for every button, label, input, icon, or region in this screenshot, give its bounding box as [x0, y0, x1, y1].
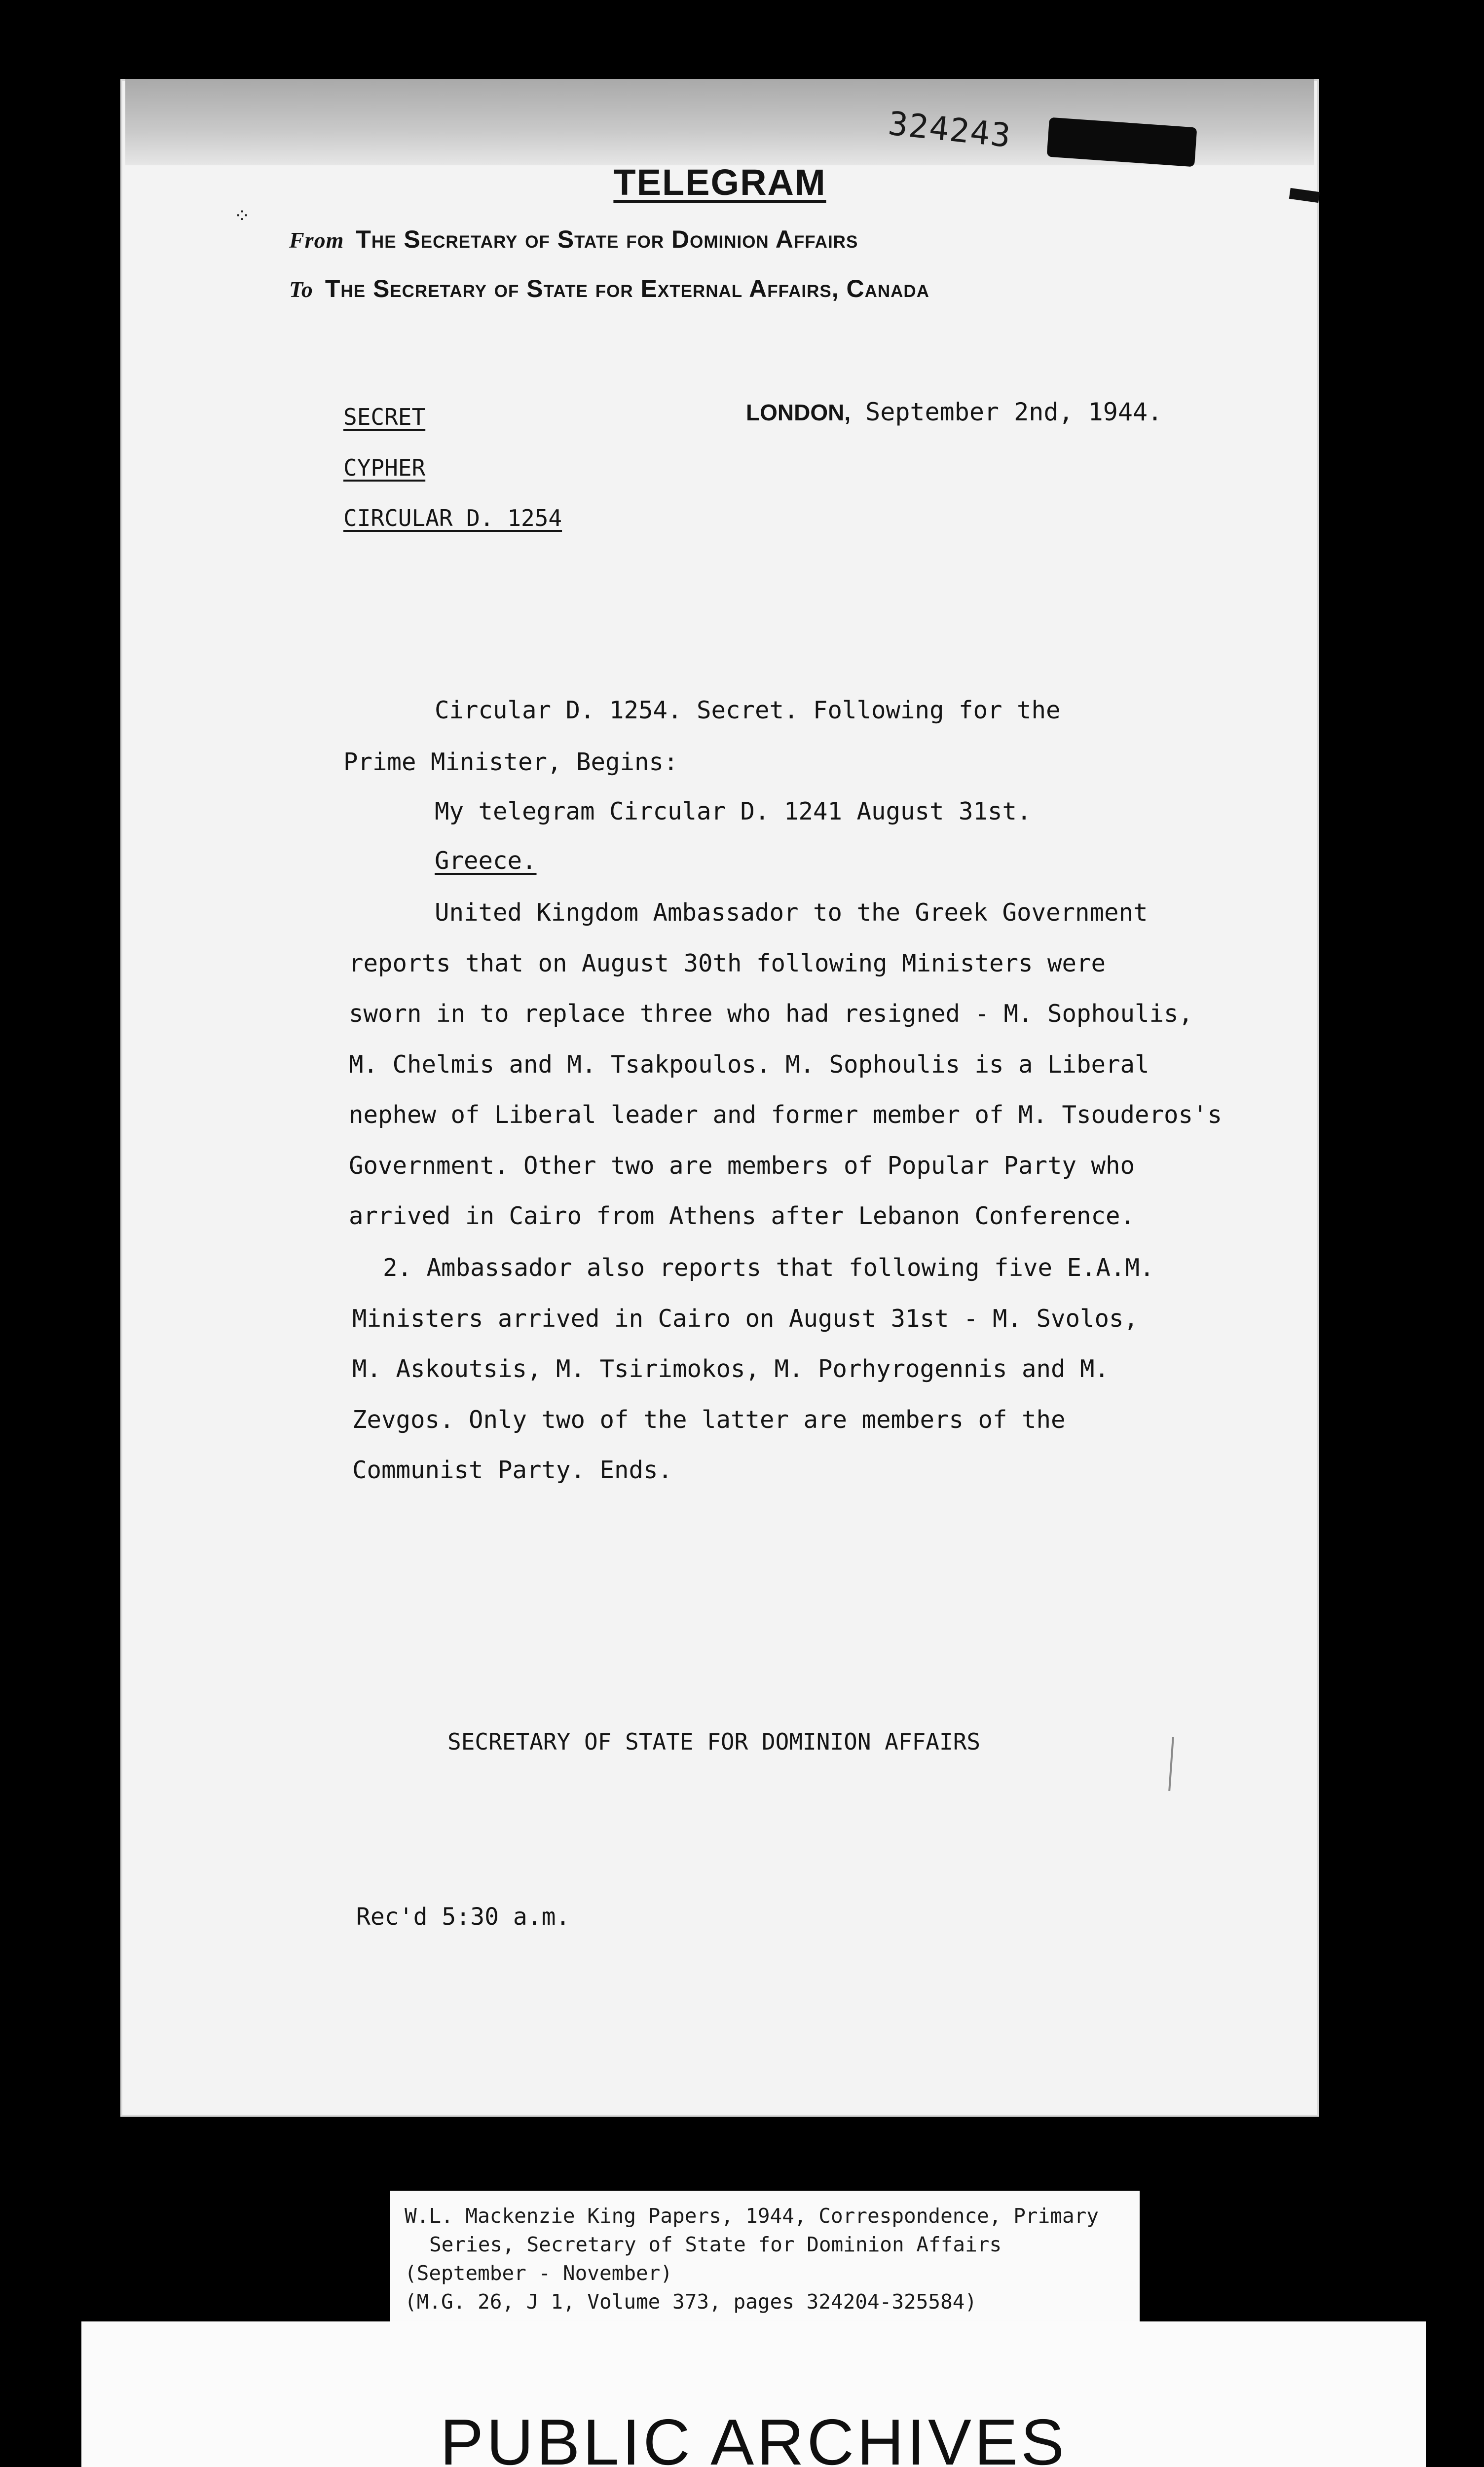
to-label: To: [289, 277, 313, 302]
body-line: United Kingdom Ambassador to the Greek Government: [435, 898, 1148, 927]
body-line: reports that on August 30th following Ministers were: [349, 949, 1106, 977]
archives-english: PUBLIC ARCHIVES: [440, 2406, 1068, 2467]
body-line: M. Askoutsis, M. Tsirimokos, M. Porhyrogennis and M.: [352, 1355, 1110, 1383]
pencil-mark: [1168, 1737, 1174, 1791]
citation-line: (M.G. 26, J 1, Volume 373, pages 324204-325584): [405, 2290, 977, 2314]
citation-line: Series, Secretary of State for Dominion Affairs: [429, 2233, 1002, 2256]
body-line: Ministers arrived in Cairo on August 31st - M. Svolos,: [352, 1305, 1139, 1333]
citation-line: (September - November): [405, 2261, 673, 2285]
from-label: From: [289, 227, 344, 253]
routing-to: [289, 271, 929, 306]
body-line: Zevgos. Only two of the latter are members of the: [352, 1406, 1066, 1434]
body-line: My telegram Circular D. 1241 August 31st.: [435, 797, 1032, 825]
citation-label: [390, 2191, 1140, 2334]
dateline-place: LONDON,: [746, 400, 851, 425]
telegram-sheet: [120, 79, 1319, 2117]
body-line: M. Chelmis and M. Tsakpoulos. M. Sophoulis is a Liberal: [349, 1050, 1150, 1079]
serial-number: 324243: [886, 104, 1013, 155]
body-line: Government. Other two are members of Popular Party who: [349, 1152, 1135, 1180]
body-line: Prime Minister, Begins:: [343, 748, 678, 776]
routing-from: [289, 222, 858, 257]
telegram-title: TELEGRAM: [613, 162, 826, 203]
body-line: Communist Party. Ends.: [352, 1456, 673, 1484]
to-value: The Secretary of State for External Affairs, Canada: [325, 275, 929, 302]
citation-line: W.L. Mackenzie King Papers, 1944, Correspondence, Primary: [405, 2204, 1099, 2228]
body-line: sworn in to replace three who had resigned - M. Sophoulis,: [349, 1000, 1193, 1028]
classification-secret: SECRET: [343, 404, 426, 430]
body-line: Circular D. 1254. Secret. Following for the: [435, 696, 1061, 724]
archives-banner: [81, 2321, 1426, 2467]
signature: SECRETARY OF STATE FOR DOMINION AFFAIRS: [447, 1728, 981, 1755]
body-line: nephew of Liberal leader and former member of M. Tsouderos's: [349, 1101, 1223, 1129]
from-value: The Secretary of State for Dominion Affairs: [356, 225, 858, 253]
ink-smudge: ⁘: [234, 205, 251, 227]
dateline: [746, 395, 1162, 429]
dateline-date: September 2nd, 1944.: [865, 398, 1163, 426]
body-line: arrived in Cairo from Athens after Lebanon Conference.: [349, 1202, 1135, 1230]
classification-circular: CIRCULAR D. 1254: [343, 505, 562, 531]
body-line-greece: Greece.: [435, 847, 537, 875]
body-line: 2. Ambassador also reports that following five E.A.M.: [383, 1254, 1154, 1282]
classification-cypher: CYPHER: [343, 454, 426, 481]
received-time: Rec'd 5:30 a.m.: [356, 1903, 570, 1931]
